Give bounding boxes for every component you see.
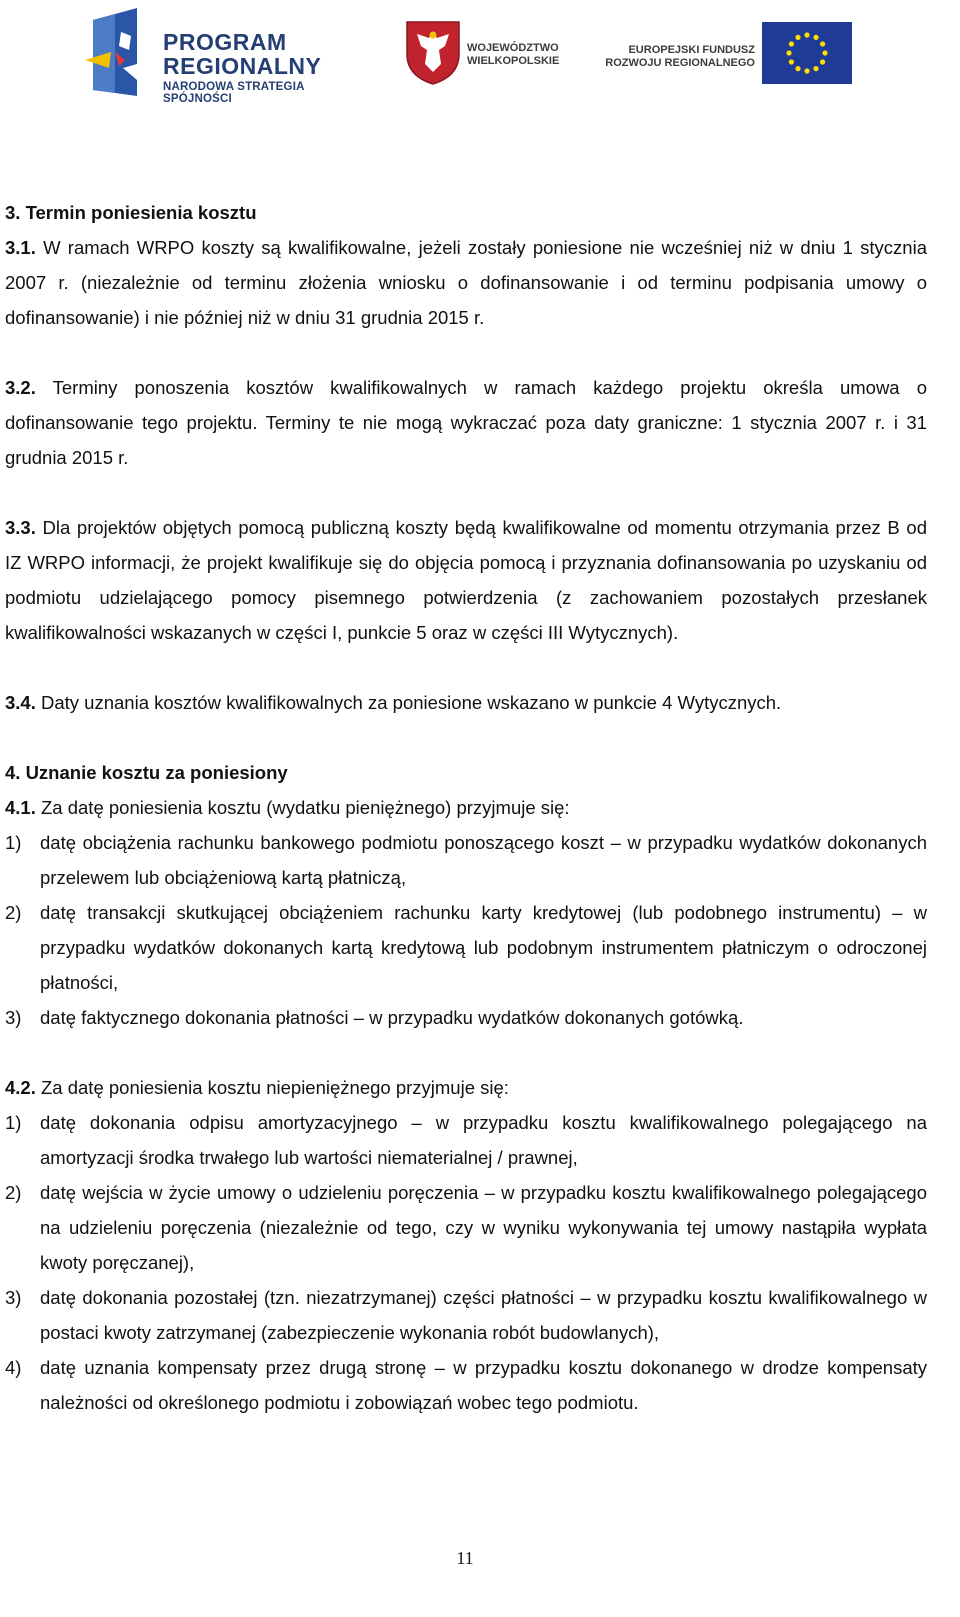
- list-item: [5, 825, 927, 895]
- eu-flag-icon: [762, 22, 852, 84]
- program-label: PROGRAM: [163, 29, 287, 55]
- list-item: [5, 1175, 927, 1280]
- eu-fund-label: EUROPEJSKI FUNDUSZ: [628, 44, 755, 56]
- paragraph-number: 3.2.: [5, 377, 36, 398]
- list-item-number: 4): [5, 1357, 22, 1378]
- wojewodztwo-logo: [405, 20, 580, 90]
- list-item-text: datę uznania kompensaty przez drugą stronę – w przypadku kosztu dokonanego w drodze kompensaty należności od określonego podmiotu i zobowiązań wobec tego podmiotu.: [40, 1357, 927, 1413]
- list-item-number: 1): [5, 832, 22, 853]
- list-item: [5, 1000, 927, 1035]
- list-item-text: datę wejścia w życie umowy o udzieleniu poręczenia – w przypadku kosztu kwalifikowalnego polegającego na udzieleniu poręczenia (niezależnie od tego, czy w wyniku wykonywania tej umowy nastąpiła wypłata kwoty poręczanej),: [40, 1182, 927, 1273]
- list-item: [5, 1350, 927, 1420]
- paragraph-number: 3.1.: [5, 237, 36, 258]
- section-3-heading: 3. Termin poniesienia kosztu: [5, 202, 257, 223]
- paragraph-4-1: [5, 790, 927, 825]
- list-item-text: datę faktycznego dokonania płatności – w przypadku wydatków dokonanych gotówką.: [40, 1007, 744, 1028]
- list-item-number: 3): [5, 1007, 22, 1028]
- eu-fund-subtitle: ROZWOJU REGIONALNEGO: [605, 57, 755, 69]
- wojewodztwo-label: WOJEWÓDZTWO: [467, 42, 559, 54]
- coat-of-arms-icon: [405, 20, 461, 86]
- document-body: [5, 195, 927, 1420]
- paragraph-number: 4.2.: [5, 1077, 36, 1098]
- paragraph-number: 3.4.: [5, 692, 36, 713]
- list-item-text: datę dokonania pozostałej (tzn. niezatrzymanej) części płatności – w przypadku kosztu kwalifikowalnego w postaci kwoty zatrzymanej (zabezpieczenie wykonania robót budowlanych),: [40, 1287, 927, 1343]
- paragraph-text: W ramach WRPO koszty są kwalifikowalne, jeżeli zostały poniesione nie wcześniej niż w dniu 1 stycznia 2007 r. (niezależnie od terminu złożenia wniosku o dofinansowanie i od terminu podpisania umowy o dofinansowanie) i nie później niż w dniu 31 grudnia 2015 r.: [5, 237, 927, 328]
- paragraph-3-1: [5, 230, 927, 335]
- paragraph-3-4: [5, 685, 927, 720]
- section-4-heading: 4. Uznanie kosztu za poniesiony: [5, 762, 288, 783]
- paragraph-text: Za datę poniesienia kosztu niepieniężnego przyjmuje się:: [35, 1077, 509, 1098]
- list-item: [5, 1105, 927, 1175]
- regionalny-label: REGIONALNY: [163, 53, 322, 79]
- page-number: 11: [456, 1548, 474, 1568]
- program-regionalny-emblem-icon: [85, 8, 160, 100]
- paragraph-4-2: [5, 1070, 927, 1105]
- paragraph-number: 3.3.: [5, 517, 36, 538]
- paragraph-3-2: [5, 370, 927, 475]
- list-item-number: 1): [5, 1112, 22, 1133]
- strategy-label: NARODOWA STRATEGIA SPÓJNOŚCI: [163, 81, 305, 105]
- list-item-text: datę transakcji skutkującej obciążeniem rachunku karty kredytowej (lub podobnego instrumentu) – w przypadku wydatków dokonanych kartą kredytową lub podobnym instrumentem płatniczym o odroczonej płatności,: [40, 902, 927, 993]
- list-item-number: 2): [5, 1182, 22, 1203]
- wielkopolskie-label: WIELKOPOLSKIE: [467, 55, 560, 67]
- list-item-number: 3): [5, 1287, 22, 1308]
- program-regionalny-logo: [85, 8, 375, 105]
- logo-header: [0, 0, 960, 110]
- paragraph-text: Terminy ponoszenia kosztów kwalifikowalnych w ramach każdego projektu określa umowa o dofinansowanie tego projektu. Terminy te nie mogą wykraczać poza daty graniczne: 1 stycznia 2007 r. i 31 grudnia 2015 r.: [5, 377, 927, 468]
- paragraph-text: Dla projektów objętych pomocą publiczną koszty będą kwalifikowalne od momentu otrzymania przez B od IZ WRPO informacji, że projekt kwalifikuje się do objęcia pomocą i przyznania dofinansowania po uzyskaniu od podmiotu udzielającego pomocy pisemnego potwierdzenia (z zachowaniem pozostałych przesłanek kwalifikowalności wskazanych w części I, punkcie 5 oraz w części III Wytycznych).: [5, 517, 927, 643]
- list-item: [5, 895, 927, 1000]
- paragraph-3-3: [5, 510, 927, 650]
- paragraph-text: Daty uznania kosztów kwalifikowalnych za poniesione wskazano w punkcie 4 Wytycznych.: [35, 692, 782, 713]
- paragraph-text: Za datę poniesienia kosztu (wydatku pieniężnego) przyjmuje się:: [35, 797, 570, 818]
- list-item-text: datę obciążenia rachunku bankowego podmiotu ponoszącego koszt – w przypadku wydatków dokonanych przelewem lub obciążeniową kartą płatniczą,: [40, 832, 927, 888]
- list-item: [5, 1280, 927, 1350]
- eu-fund-logo: [600, 22, 860, 92]
- list-item-number: 2): [5, 902, 22, 923]
- paragraph-number: 4.1.: [5, 797, 36, 818]
- list-item-text: datę dokonania odpisu amortyzacyjnego – w przypadku kosztu kwalifikowalnego polegającego na amortyzacji środka trwałego lub wartości niematerialnej / prawnej,: [40, 1112, 927, 1168]
